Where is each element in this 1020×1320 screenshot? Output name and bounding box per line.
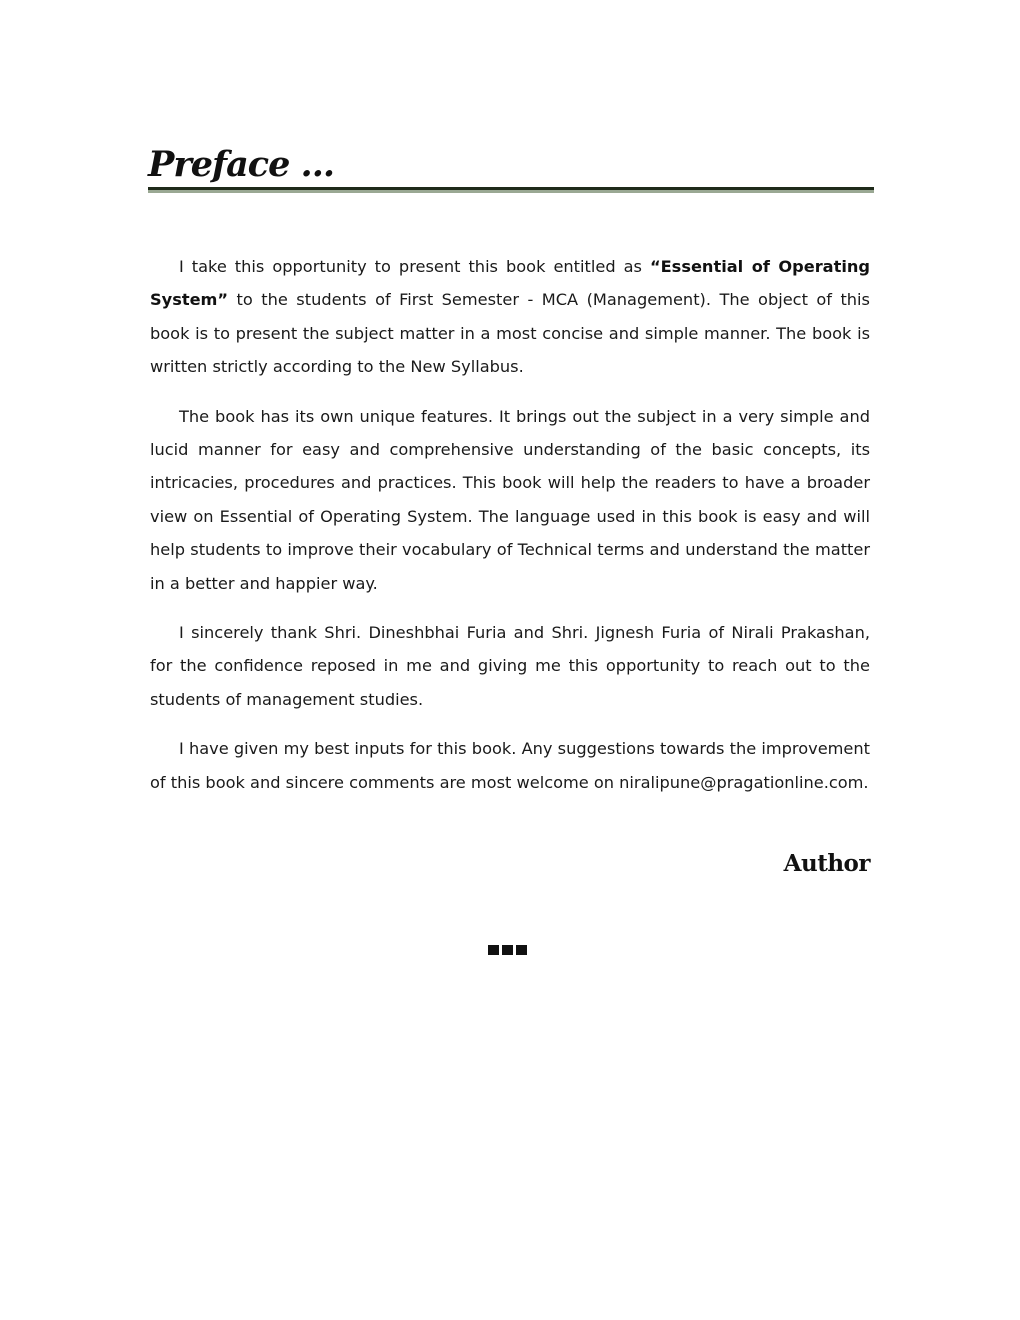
paragraph-3: I sincerely thank Shri. Dineshbhai Furia and Shri. Jignesh Furia of Nirali Prakashan, for the confidence reposed in me and giving me this opportunity to reach out to the students of management studies.	[150, 623, 870, 709]
page-heading	[148, 143, 874, 193]
paragraph-2: The book has its own unique features. It brings out the subject in a very simple and lucid manner for easy and comprehensive understanding of the basic concepts, its intricacies, procedures and practices. This book will help the readers to have a broader view on Essential of Operating System. The language used in this book is easy and will help students to improve their vocabulary of Technical terms and understand the matter in a better and happier way.	[150, 406, 870, 593]
paragraph-1-rest: to the students of First Semester - MCA (Management). The object of this book is to present the subject matter in a most concise and simple manner. The book is written strictly according to the New Syllabus.	[150, 290, 870, 377]
book-title: “Essential of Operating System”	[150, 257, 871, 310]
paragraph-1	[150, 250, 870, 384]
author-signature: Author	[783, 850, 870, 877]
end-square	[488, 945, 499, 955]
paragraph-1-intro: I take this opportunity to present this book entitled as	[179, 257, 650, 276]
end-square	[502, 945, 513, 955]
end-square	[516, 945, 527, 955]
heading-underline-shadow	[148, 190, 874, 193]
paragraph-4: I have given my best inputs for this book. Any suggestions towards the improvement of this book and sincere comments are most welcome on niralipune@pragationline.com.	[150, 739, 870, 792]
three-black-squares-icon	[488, 945, 527, 955]
preface-body	[150, 250, 870, 815]
page-title: Preface ...	[148, 144, 335, 185]
